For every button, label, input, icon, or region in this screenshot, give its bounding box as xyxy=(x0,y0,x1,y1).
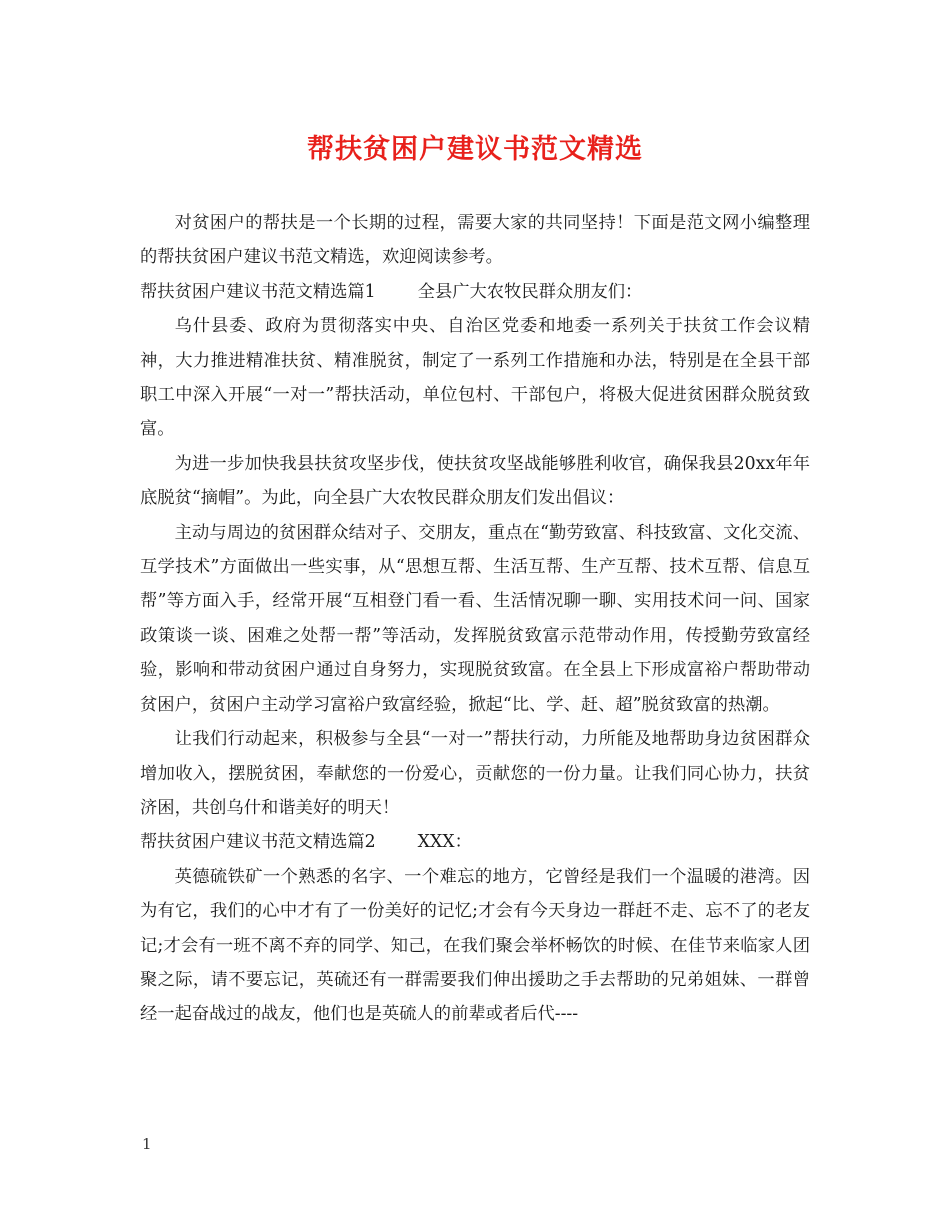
section-1-paragraph-2: 为进一步加快我县扶贫攻坚步伐，使扶贫攻坚战能够胜利收官，确保我县20xx年年底脱贫“摘帽”。为此，向全县广大农牧民群众朋友们发出倡议： xyxy=(140,453,810,509)
section-1-paragraph-3: 主动与周边的贫困群众结对子、交朋友，重点在“勤劳致富、科技致富、文化交流、互学技术”方面做出一些实事，从“思想互帮、生活互帮、生产互帮、技术互帮、信息互帮”等方面入手，经常开展“互相登门看一看、生活情况聊一聊、实用技术问一问、国家政策谈一谈、困难之处帮一帮”等活动，发挥脱贫致富示范带动作用，传授勤劳致富经验，影响和带动贫困户通过自身努力，实现脱贫致富。在全县上下形成富裕户帮助带动贫困户，贫困户主动学习富裕户致富经验，掀起“比、学、赶、超”脱贫致富的热潮。 xyxy=(140,522,810,715)
section-title-2: 帮扶贫困户建议书范文精选篇2 xyxy=(140,832,376,853)
section-title-1: 帮扶贫困户建议书范文精选篇1 xyxy=(140,281,376,302)
page-number: 1 xyxy=(142,1135,152,1153)
section-1-paragraph-1: 乌什县委、政府为贯彻落实中央、自治区党委和地委一系列关于扶贫工作会议精神，大力推进精准扶贫、精准脱贫，制定了一系列工作措施和办法，特别是在全县干部职工中深入开展“一对一”帮扶活动，单位包村、干部包户，将极大促进贫困群众脱贫致富。 xyxy=(140,316,810,440)
intro-paragraph: 对贫困户的帮扶是一个长期的过程，需要大家的共同坚持！下面是范文网小编整理的帮扶贫困户建议书范文精选，欢迎阅读参考。 xyxy=(140,213,810,268)
section-heading-2 xyxy=(140,825,810,859)
section-salutation-2: XXX： xyxy=(417,832,472,853)
section-2-paragraph-1: 英德硫铁矿一个熟悉的名字、一个难忘的地方，它曾经是我们一个温暖的港湾。因为有它，我们的心中才有了一份美好的记忆;才会有今天身边一群赶不走、忘不了的老友记;才会有一班不离不弃的同学、知己，在我们聚会举杯畅饮的时候、在佳节来临家人团聚之际，请不要忘记，英硫还有一群需要我们伸出援助之手去帮助的兄弟姐妹、一群曾经一起奋战过的战友，他们也是英硫人的前辈或者后代---- xyxy=(140,866,810,1025)
document-body xyxy=(140,206,810,1032)
section-heading-1 xyxy=(140,275,810,309)
document-title: 帮扶贫困户建议书范文精选 xyxy=(307,134,643,165)
section-salutation-1: 全县广大农牧民群众朋友们： xyxy=(417,281,643,302)
section-1-paragraph-4: 让我们行动起来，积极参与全县“一对一”帮扶行动，力所能及地帮助身边贫困群众增加收入，摆脱贫困，奉献您的一份爱心，贡献您的一份力量。让我们同心协力，扶贫济困，共创乌什和谐美好的明天！ xyxy=(140,729,810,818)
